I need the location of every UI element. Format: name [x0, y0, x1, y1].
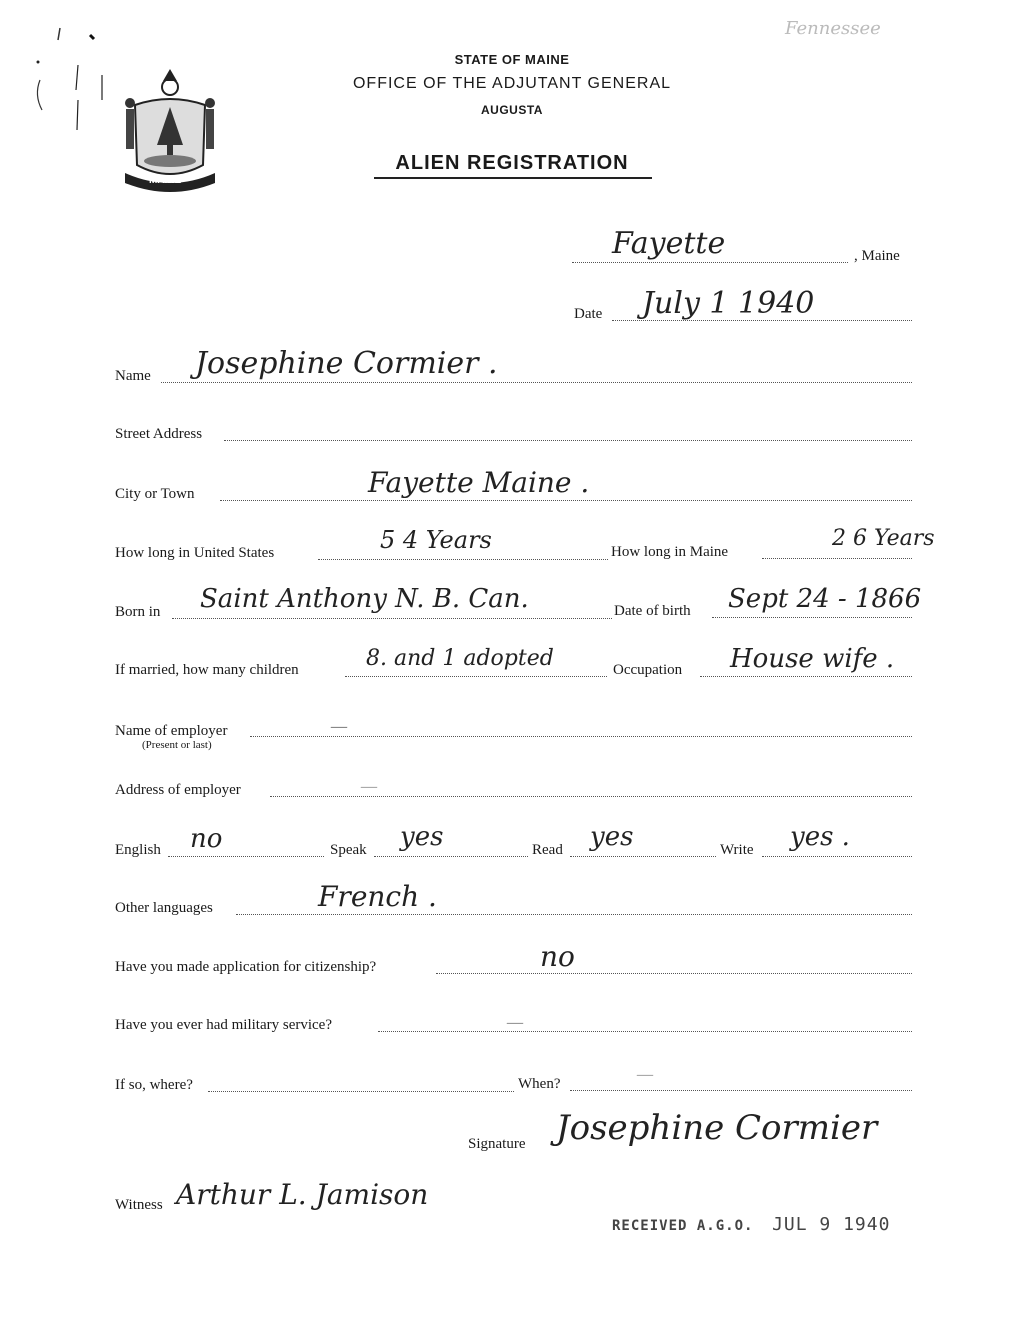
- page-title: ALIEN REGISTRATION: [395, 152, 629, 174]
- write-line: [762, 856, 912, 857]
- occupation-line: [700, 676, 912, 677]
- header-office: OFFICE OF THE ADJUTANT GENERAL: [352, 75, 672, 92]
- english-label: English: [115, 842, 161, 858]
- dob-line: [712, 617, 912, 618]
- citizenship-value: no: [540, 940, 575, 973]
- children-value: 8. and 1 adopted: [366, 646, 554, 671]
- corner-note: Fennessee: [785, 18, 881, 39]
- signature-value: Josephine Cormier: [556, 1108, 878, 1148]
- when-value: —: [636, 1064, 654, 1085]
- children-line: [345, 676, 607, 677]
- header-city: AUGUSTA: [481, 103, 543, 117]
- read-value: yes: [590, 822, 634, 852]
- employer-address-value: —: [360, 776, 378, 797]
- children-label: If married, how many children: [115, 662, 299, 678]
- english-line: [168, 856, 324, 857]
- city-value: Fayette Maine .: [368, 466, 590, 499]
- other-languages-line: [236, 914, 912, 915]
- where-line: [208, 1091, 514, 1092]
- military-label: Have you ever had military service?: [115, 1017, 332, 1033]
- witness-label: Witness: [115, 1197, 163, 1213]
- english-value: no: [190, 824, 223, 854]
- name-line: [161, 382, 912, 383]
- name-value: Josephine Cormier .: [195, 346, 498, 381]
- city-line: [220, 500, 912, 501]
- dob-label: Date of birth: [614, 603, 691, 619]
- occupation-value: House wife .: [730, 644, 895, 674]
- write-label: Write: [720, 842, 754, 858]
- us-label: How long in United States: [115, 545, 275, 561]
- employer-value: —: [330, 716, 348, 737]
- speak-line: [374, 856, 528, 857]
- maine-suffix: , Maine: [854, 248, 900, 264]
- when-line: [570, 1090, 912, 1091]
- received-stamp-text: RECEIVED A.G.O.: [612, 1218, 754, 1234]
- street-label: Street Address: [115, 426, 203, 442]
- title-underline: [374, 177, 652, 179]
- city-label: City or Town: [115, 486, 195, 502]
- other-languages-label: Other languages: [115, 900, 213, 916]
- received-stamp-date: JUL 9 1940: [772, 1214, 891, 1235]
- date-label: Date: [574, 306, 603, 322]
- military-value: —: [506, 1012, 524, 1033]
- speak-label: Speak: [330, 842, 367, 858]
- read-label: Read: [532, 842, 563, 858]
- where-label: If so, where?: [115, 1077, 193, 1093]
- occupation-label: Occupation: [613, 662, 683, 678]
- employer-address-label: Address of employer: [115, 782, 241, 798]
- town-line: [572, 262, 848, 263]
- us-line: [318, 559, 608, 560]
- date-value: July 1 1940: [642, 286, 815, 321]
- street-line: [224, 440, 912, 441]
- maine-duration-value: 2 6 Years: [832, 526, 935, 551]
- header-state: STATE OF MAINE: [454, 52, 570, 67]
- speak-value: yes: [400, 822, 444, 852]
- employer-sublabel: (Present or last): [142, 739, 212, 751]
- witness-value: Arthur L. Jamison: [176, 1178, 429, 1211]
- maine-duration-line: [762, 558, 912, 559]
- seal-label: MAINE: [149, 175, 182, 186]
- read-line: [570, 856, 716, 857]
- employer-line: [250, 736, 912, 737]
- employer-label: Name of employer: [115, 723, 228, 739]
- born-value: Saint Anthony N. B. Can.: [200, 584, 529, 614]
- name-label: Name: [115, 368, 151, 384]
- write-value: yes .: [790, 822, 850, 852]
- received-stamp: [612, 1214, 890, 1235]
- citizenship-label: Have you made application for citizenship?: [115, 959, 377, 975]
- born-label: Born in: [115, 604, 161, 620]
- citizenship-line: [436, 973, 912, 974]
- born-line: [172, 618, 612, 619]
- town-value: Fayette: [612, 226, 726, 261]
- military-line: [378, 1031, 912, 1032]
- dob-value: Sept 24 - 1866: [728, 584, 922, 614]
- when-label: When?: [518, 1076, 561, 1092]
- us-value: 5 4 Years: [380, 526, 492, 554]
- signature-label: Signature: [468, 1136, 526, 1152]
- other-languages-value: French .: [318, 880, 437, 913]
- maine-duration-label: How long in Maine: [611, 544, 729, 560]
